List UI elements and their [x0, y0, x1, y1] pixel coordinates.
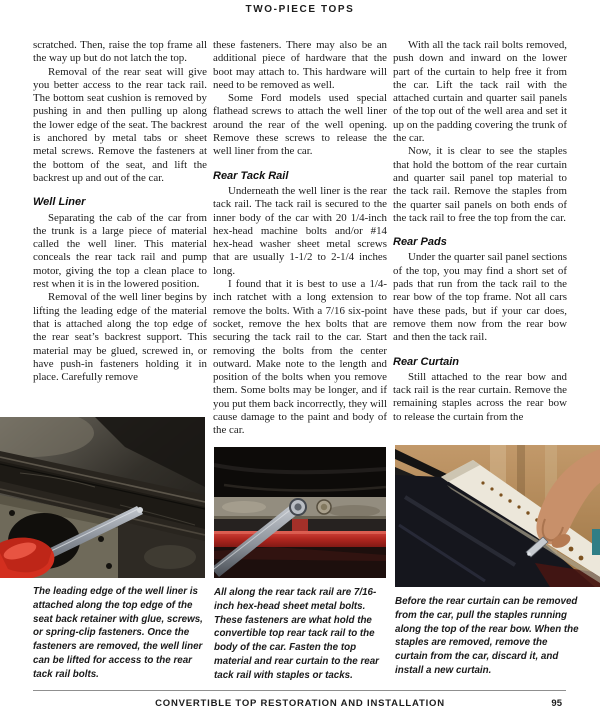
figure-tack-rail-bolts	[214, 447, 386, 683]
paragraph: these fasteners. There may also be an additional piece of hardware that the boot may attach to. This hardware will need to be removed as well.	[213, 39, 387, 91]
figure-rear-curtain-staples	[395, 445, 600, 678]
paragraph: scratched. Then, raise the top frame all the way up but do not latch the top.	[33, 39, 207, 65]
section-heading-rear-tack-rail: Rear Tack Rail	[213, 169, 289, 182]
paragraph: With all the tack rail bolts removed, push down and inward on the lower part of the curtain to help free it from the car. Lift the tack rail with the attached curtain and quarter sail panels of the top out of the well area and set it up on the padding covering the trunk of the car.	[393, 39, 567, 145]
figure-caption: Before the rear curtain can be removed from the car, pull the staples running along the top of the rear bow. When the staples are removed, remove the curtain from the car, discard it, and install a new curtain.	[395, 596, 579, 676]
footer-divider	[33, 690, 566, 691]
paragraph: I found that it is best to use a 1/4-inch ratchet with a long extension to remove the bolts. With a 7/16 six-point socket, remove the hex bolts that are securing the tack rail to the car. Start removing the bolts from the center outward. Make note to the length and position of the bolts when you remove them. Some bolts may be longer, and if you put them back incorrectly, they will cause damage to the paint and body of the car.	[213, 278, 387, 437]
text-column-3	[393, 39, 567, 444]
text-column-1	[33, 39, 207, 417]
section-heading-rear-pads: Rear Pads	[393, 236, 447, 249]
photo-staple-pulling	[395, 445, 600, 587]
figure-caption: The leading edge of the well liner is attached along the top edge of the seat back retainer with glue, screws, or spring-clip fasteners. Once the fasteners are removed, the well liner can be lifted for access to the rear tack rail bolts.	[33, 586, 203, 680]
paragraph: Removal of the well liner begins by lifting the leading edge of the material that is attached along the top edge of the rear seat’s backrest support. This material may be glued, screwed in, or have push-in fasteners holding it in place. Carefully remove	[33, 291, 207, 384]
photo-well-liner-removal	[0, 417, 205, 578]
paragraph: Some Ford models used special flathead screws to attach the well liner around the rear of the well opening. Remove these screws to release the well liner from the car.	[213, 92, 387, 158]
paragraph: Separating the cab of the car from the trunk is a large piece of material called the well liner. This material conceals the rear tack rail and pump motor, giving the top a clean place to rest when it is in the lowered position.	[33, 211, 207, 291]
figure-well-liner	[0, 417, 205, 682]
text-column-2	[213, 39, 387, 437]
paragraph: Under the quarter sail panel sections of the top, you may find a short set of pads that run from the tack rail to the rear bow of the top frame. Not all cars have these pads, but if your car does, remove them now from the rear bow and then the tack rail.	[393, 251, 567, 344]
paragraph: Still attached to the rear bow and tack rail is the rear curtain. Remove the remaining staples across the rear bow to release the curtain from the	[393, 370, 567, 423]
photo-tack-rail-bolt	[214, 447, 386, 578]
paragraph: Now, it is clear to see the staples that hold the bottom of the rear curtain and quarter sail panel top material to the tack rail. Remove the staples from the quarter sail panels on both ends of the tack rail to free the top from the car.	[393, 145, 567, 224]
running-head: TWO-PIECE TOPS	[245, 4, 355, 15]
page-number: 95	[551, 698, 562, 709]
section-heading-rear-curtain: Rear Curtain	[393, 355, 460, 368]
footer-book-title: CONVERTIBLE TOP RESTORATION AND INSTALLATION	[155, 698, 445, 709]
section-heading-well-liner: Well Liner	[33, 196, 86, 209]
figure-caption: All along the rear tack rail are 7/16-inch hex-head sheet metal bolts. These fasteners are what hold the convertible top rear tack rail to the body of the car. Fasten the top material and rear curtain to the rear tack rail with staples or tacks.	[214, 587, 379, 681]
paragraph: Removal of the rear seat will give you better access to the rear tack rail. The bottom seat cushion is removed by pushing in and then pulling up along the lower edge of the seat. The backrest is anchored by metal tabs or sheet metal screws. Remove the fasteners at the bottom of the seat, and lift the backrest up and out of the car.	[33, 65, 207, 184]
paragraph: Underneath the well liner is the rear tack rail. The tack rail is secured to the inner body of the car with 20 1/4-inch hex-head machine bolts and/or #14 hex-head washer sheet metal screws that are usually 1-1/2 to 2-1/4 inches long.	[213, 184, 387, 277]
